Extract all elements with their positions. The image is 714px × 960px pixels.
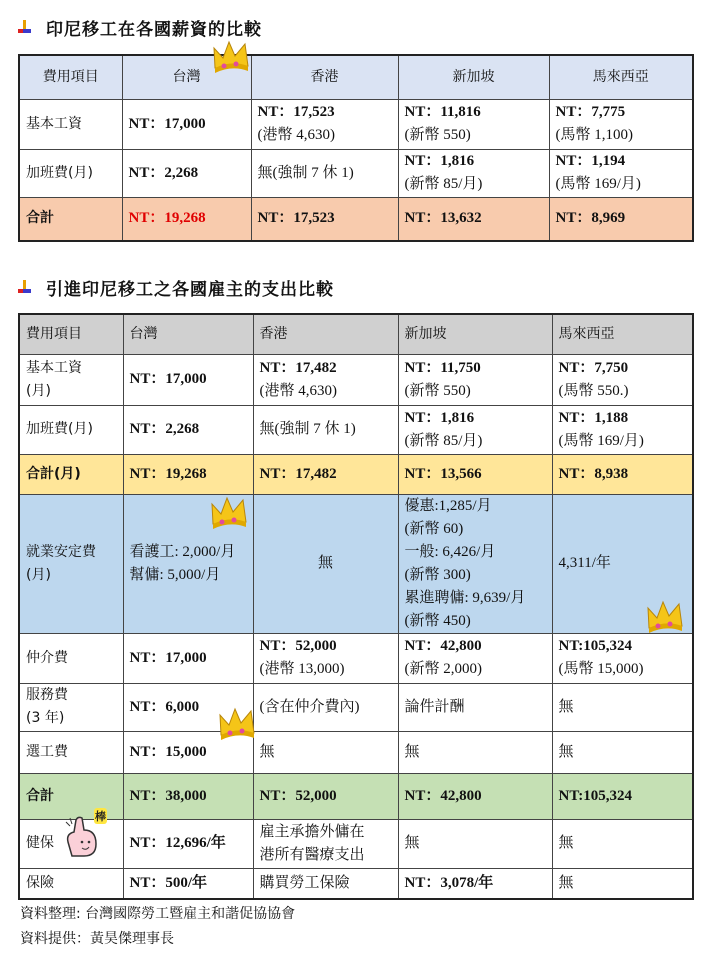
value-cell: [253, 494, 398, 633]
value-cell: [398, 773, 552, 819]
cell-text: (馬幣 169/月): [558, 432, 644, 449]
cell-text: NT:105,324: [558, 638, 632, 654]
cell-text: 論件計酬: [404, 698, 465, 715]
table-row: [19, 197, 693, 241]
cell-text: 雇主承擔外傭在: [259, 823, 365, 840]
value-cell: [253, 633, 398, 683]
cell-text: NT：13,632: [404, 210, 482, 227]
cell-text: 看護工: 2,000/月: [129, 543, 236, 560]
cell-text: 選工費: [26, 743, 68, 760]
value-cell: [552, 354, 693, 405]
row-label: [19, 494, 123, 633]
footer-compiled-by: 資料整理: 台灣國際勞工暨雇主和諧促協協會: [20, 906, 296, 922]
cell-text: (馬幣 169/月): [555, 176, 641, 192]
value-cell: [549, 149, 693, 197]
value-cell: [253, 868, 398, 899]
cell-text: NT:105,324: [558, 787, 632, 804]
value-cell: [552, 454, 693, 494]
value-cell: [123, 405, 253, 454]
value-cell: [552, 683, 693, 731]
crown-icon: [218, 707, 258, 741]
value-cell: [398, 405, 552, 454]
cell-text: NT：3,078/年: [404, 874, 494, 891]
cell-text: NT：2,268: [129, 421, 200, 437]
section1-title-text: 印尼移工在各國薪資的比較: [46, 20, 262, 40]
cell-text: NT：2,268: [128, 164, 199, 181]
cell-text: (新幣 85/月): [404, 176, 483, 192]
cell-text: 基本工資: [26, 115, 82, 132]
column-header: 香港: [253, 314, 398, 354]
value-cell: [123, 454, 253, 494]
cell-text: NT：15,000: [129, 743, 207, 760]
value-cell: [123, 354, 253, 405]
value-cell: [398, 454, 552, 494]
table-row: [19, 773, 693, 819]
cell-text: (新幣 85/月): [404, 432, 483, 449]
cell-text: NT：19,268: [128, 210, 206, 227]
value-cell: [253, 405, 398, 454]
cell-text: (新幣 300): [404, 566, 471, 583]
value-cell: [552, 773, 693, 819]
cell-text: NT：500/年: [129, 874, 208, 891]
cell-text: NT：1,194: [555, 153, 626, 169]
cell-text: 一般: 6,426/月: [404, 543, 496, 560]
cell-text: 健保: [26, 835, 54, 851]
cell-text: (新幣 60): [404, 520, 464, 537]
thumb-sticker-text: 棒: [95, 810, 106, 823]
crown-icon: [210, 496, 250, 530]
value-cell: [122, 149, 251, 197]
value-cell: [398, 494, 552, 633]
column-header: 台灣: [122, 55, 251, 99]
footer-provided-by: 資料提供：黃昊傑理事長: [20, 931, 174, 947]
cell-text: 加班費(月): [26, 421, 93, 437]
cell-text: 4,311/年: [558, 555, 611, 571]
value-cell: [123, 773, 253, 819]
table-row: [19, 149, 693, 197]
row-label: [19, 405, 123, 454]
table-row: [19, 819, 693, 868]
cell-text: 無(強制 7 休 1): [257, 164, 354, 181]
table-row: [19, 454, 693, 494]
table-row: [19, 99, 693, 149]
cell-text: (月): [26, 382, 51, 399]
cell-text: 保險: [26, 874, 54, 891]
table-header-row: [19, 55, 693, 99]
row-label: [19, 731, 123, 773]
cell-text: 合計(月): [26, 465, 81, 482]
cell-text: 加班費(月): [26, 164, 93, 181]
cell-text: (含在仲介費內): [259, 698, 360, 715]
value-cell: [251, 197, 398, 241]
cell-text: (月): [26, 566, 51, 583]
value-cell: [251, 99, 398, 149]
section2-title: [18, 275, 334, 300]
bullet-icon: [18, 20, 32, 36]
value-cell: [253, 454, 398, 494]
row-label: [19, 99, 122, 149]
cell-text: NT：8,938: [558, 465, 629, 482]
table-row: [19, 683, 693, 731]
table-row: [19, 405, 693, 454]
value-cell: [552, 731, 693, 773]
cell-text: 就業安定費: [26, 543, 96, 560]
value-cell: [123, 868, 253, 899]
cell-text: NT：17,523: [257, 210, 335, 227]
cell-text: NT：11,816: [404, 104, 481, 120]
cell-text: 仲介費: [26, 649, 68, 666]
value-cell: [398, 683, 552, 731]
cell-text: 無: [558, 874, 574, 891]
value-cell: [398, 633, 552, 683]
value-cell: [122, 99, 251, 149]
cell-text: 基本工資: [26, 359, 82, 376]
value-cell: [549, 197, 693, 241]
cell-text: 服務費: [26, 687, 68, 703]
row-label: [19, 354, 123, 405]
value-cell: [253, 354, 398, 405]
crown-icon: [646, 600, 686, 634]
cell-text: 無: [404, 835, 420, 851]
value-cell: [398, 149, 549, 197]
value-cell: [123, 633, 253, 683]
value-cell: [549, 99, 693, 149]
cell-text: NT：52,000: [259, 787, 337, 804]
table-row: [19, 868, 693, 899]
cell-text: (馬幣 550.): [558, 382, 629, 399]
value-cell: [398, 868, 552, 899]
cell-text: 無(強制 7 休 1): [259, 421, 356, 437]
cell-text: (3 年): [26, 710, 65, 726]
cell-text: (馬幣 15,000): [558, 661, 644, 677]
value-cell: [123, 819, 253, 868]
value-cell: [552, 405, 693, 454]
value-cell: [251, 149, 398, 197]
value-cell: [253, 819, 398, 868]
cell-text: 優惠:1,285/月: [404, 497, 492, 514]
column-header: 馬來西亞: [549, 55, 693, 99]
cell-text: (新幣 2,000): [404, 661, 482, 677]
column-header: 新加坡: [398, 314, 552, 354]
cell-text: NT：17,482: [259, 465, 337, 482]
cell-text: NT：52,000: [259, 638, 337, 654]
column-header: 馬來西亞: [552, 314, 693, 354]
crown-icon: [212, 40, 252, 74]
bullet-icon: [18, 280, 32, 296]
cell-text: 無: [558, 698, 574, 715]
row-label: [19, 454, 123, 494]
value-cell: [253, 773, 398, 819]
column-header: 費用項目: [19, 314, 123, 354]
cell-text: NT：12,696/年: [129, 835, 226, 851]
value-cell: [552, 633, 693, 683]
value-cell: [122, 197, 251, 241]
cell-text: 無: [259, 743, 275, 760]
cell-text: 合計: [26, 210, 54, 227]
cell-text: 幫傭: 5,000/月: [129, 566, 221, 583]
value-cell: [398, 731, 552, 773]
value-cell: [398, 354, 552, 405]
cell-text: (港幣 4,630): [257, 127, 335, 143]
cell-text: NT：1,816: [404, 153, 475, 169]
table-header-row: [19, 314, 693, 354]
value-cell: [552, 819, 693, 868]
cell-text: (新幣 450): [404, 612, 471, 629]
row-label: [19, 683, 123, 731]
column-header: 費用項目: [19, 55, 122, 99]
cell-text: NT：17,000: [128, 115, 206, 132]
table-row: [19, 354, 693, 405]
cell-text: NT：13,566: [404, 465, 482, 482]
value-cell: [253, 731, 398, 773]
row-label: [19, 868, 123, 899]
cell-text: NT：1,188: [558, 409, 629, 426]
cell-text: NT：19,268: [129, 465, 207, 482]
cell-text: NT：42,800: [404, 638, 482, 654]
column-header: 新加坡: [398, 55, 549, 99]
cell-text: NT：1,816: [404, 409, 475, 426]
cell-text: NT：8,969: [555, 210, 626, 227]
cell-text: NT：17,000: [129, 649, 207, 666]
cell-text: NT：7,775: [555, 104, 626, 120]
section1-title: [18, 15, 262, 40]
cell-text: NT：6,000: [129, 698, 200, 715]
value-cell: [552, 868, 693, 899]
cell-text: (港幣 4,630): [259, 382, 337, 399]
cell-text: NT：11,750: [404, 359, 481, 376]
cell-text: 無: [317, 555, 333, 571]
table-row: [19, 731, 693, 773]
cell-text: NT：17,482: [259, 359, 337, 376]
cell-text: (新幣 550): [404, 127, 471, 143]
cell-text: (新幣 550): [404, 382, 471, 399]
salary-comparison-table: [18, 54, 694, 242]
section2-title-text: 引進印尼移工之各國雇主的支出比較: [46, 280, 334, 300]
employer-cost-table: [18, 313, 694, 900]
cell-text: 購買勞工保險: [259, 874, 350, 891]
value-cell: [398, 197, 549, 241]
value-cell: [398, 99, 549, 149]
cell-text: NT：17,000: [129, 371, 207, 387]
cell-text: (馬幣 1,100): [555, 127, 633, 143]
cell-text: 無: [558, 835, 574, 851]
value-cell: [253, 683, 398, 731]
table-row: [19, 633, 693, 683]
column-header: 香港: [251, 55, 398, 99]
cell-text: NT：42,800: [404, 787, 482, 804]
row-label: [19, 633, 123, 683]
cell-text: NT：7,750: [558, 359, 629, 376]
value-cell: [398, 819, 552, 868]
row-label: [19, 149, 122, 197]
cell-text: 累進聘傭: 9,639/月: [404, 589, 526, 606]
row-label: [19, 197, 122, 241]
cell-text: 合計: [26, 787, 54, 804]
table-row: [19, 494, 693, 633]
cell-text: 港所有醫療支出: [259, 846, 365, 863]
cell-text: (港幣 13,000): [259, 661, 345, 677]
cell-text: 無: [558, 743, 574, 760]
cell-text: 無: [404, 743, 420, 760]
cell-text: NT：38,000: [129, 787, 207, 804]
cell-text: NT：17,523: [257, 104, 335, 120]
column-header: 台灣: [123, 314, 253, 354]
